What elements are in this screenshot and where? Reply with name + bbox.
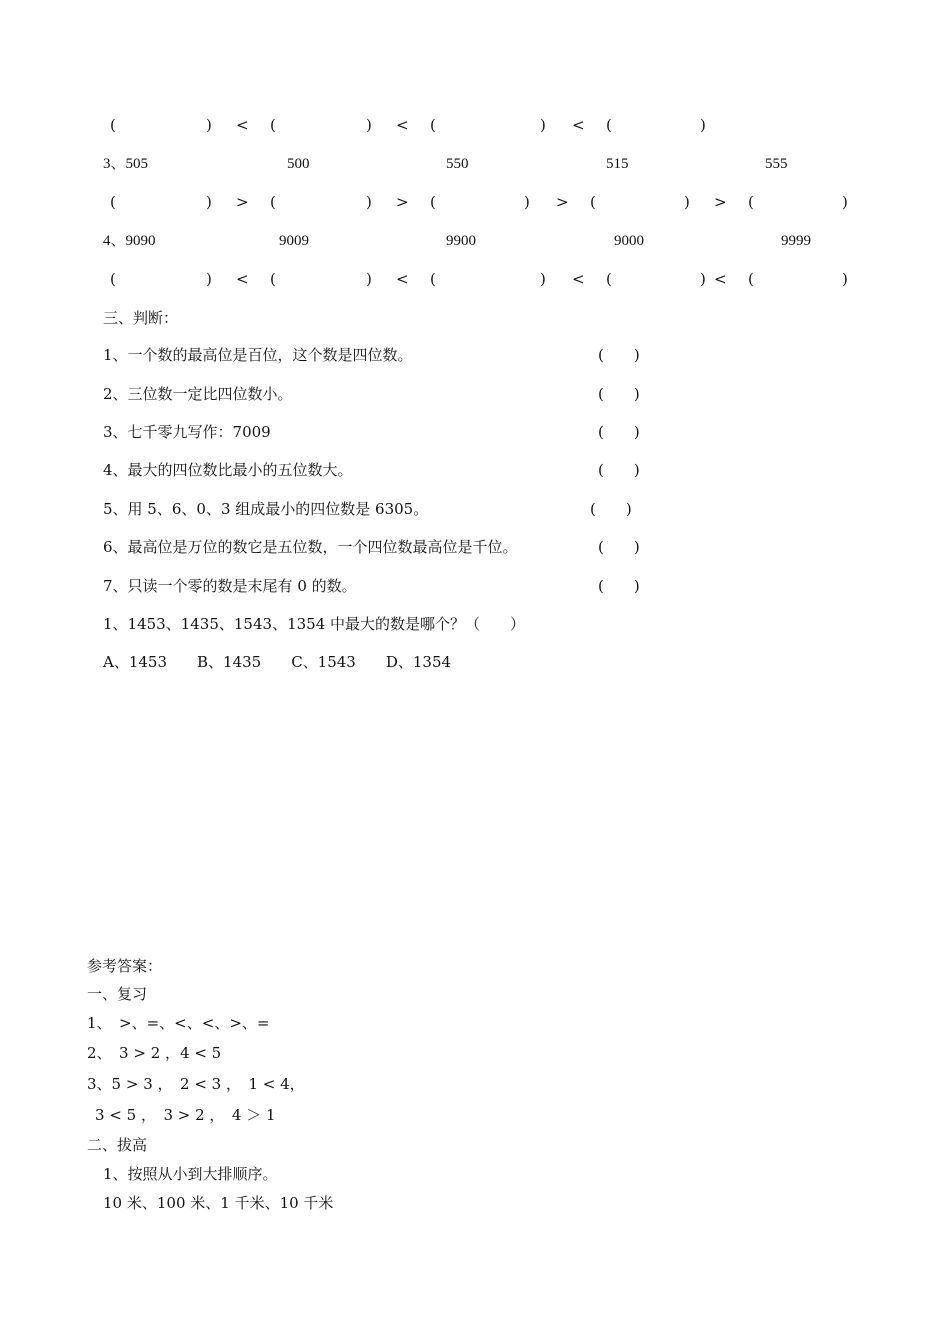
- greater-than-sign: >: [556, 193, 569, 211]
- paren-close: ): [540, 116, 546, 134]
- number: 9000: [614, 233, 644, 249]
- paren-open: (: [430, 116, 436, 134]
- answer-line: 3、5 > 3 ， 2 < 3 ， 1 < 4，: [87, 1075, 305, 1093]
- answer-blank[interactable]: ( ): [598, 423, 640, 441]
- answer-line: 10 米、100 米、1 千米、10 千米: [103, 1194, 334, 1212]
- paren-open: (: [748, 193, 754, 211]
- paren-open: (: [110, 116, 116, 134]
- question-label: 4、9090: [103, 233, 156, 249]
- paren-open: (: [430, 270, 436, 288]
- less-than-sign: <: [396, 116, 409, 134]
- judgment-item: 7、只读一个零的数是末尾有 0 的数。: [103, 577, 357, 595]
- greater-than-sign: >: [396, 193, 409, 211]
- answers-section-heading: 一、复习: [87, 985, 148, 1003]
- judgment-item: 2、三位数一定比四位数小。: [103, 385, 293, 403]
- number: 515: [606, 156, 629, 172]
- answer-line: 2、 3 > 2 ，4 < 5: [87, 1044, 222, 1062]
- number: 9999: [781, 233, 811, 249]
- paren-open: (: [110, 270, 116, 288]
- judgment-item: 6、最高位是万位的数它是五位数，一个四位数最高位是千位。: [103, 538, 518, 556]
- paren-open: (: [110, 193, 116, 211]
- paren-close: ): [206, 116, 212, 134]
- answers-section-heading: 二、拔高: [87, 1136, 148, 1154]
- answer-blank[interactable]: ( ): [598, 577, 640, 595]
- less-than-sign: <: [236, 270, 249, 288]
- answer-line: 1、 >、=、<、<、>、=: [87, 1014, 270, 1032]
- paren-open: (: [270, 193, 276, 211]
- paren-close: ): [206, 193, 212, 211]
- answer-line: 3 < 5 ， 3 > 2 ， 4 ＞ 1: [95, 1106, 276, 1124]
- paren-close: ): [524, 193, 530, 211]
- less-than-sign: <: [572, 270, 585, 288]
- greater-than-sign: >: [236, 193, 249, 211]
- number: 550: [446, 156, 469, 172]
- paren-close: ): [366, 116, 372, 134]
- paren-close: ): [206, 270, 212, 288]
- paren-close: ): [842, 270, 848, 288]
- paren-close: ): [366, 270, 372, 288]
- answer-blank[interactable]: ( ): [598, 538, 640, 556]
- less-than-sign: <: [396, 270, 409, 288]
- answer-blank[interactable]: ( ): [598, 346, 640, 364]
- number: 555: [765, 156, 788, 172]
- section-title: 三、判断：: [103, 309, 179, 327]
- answer-line: 1、按照从小到大排顺序。: [103, 1165, 278, 1183]
- judgment-item: 3、七千零九写作：7009: [103, 423, 271, 441]
- paren-close: ): [540, 270, 546, 288]
- paren-close: ): [842, 193, 848, 211]
- less-than-sign: <: [236, 116, 249, 134]
- paren-close: ): [366, 193, 372, 211]
- greater-than-sign: >: [714, 193, 727, 211]
- question-label: 3、505: [103, 156, 149, 172]
- paren-open: (: [590, 193, 596, 211]
- paren-open: (: [270, 270, 276, 288]
- paren-open: (: [606, 116, 612, 134]
- paren-open: (: [606, 270, 612, 288]
- less-than-sign: <: [714, 270, 727, 288]
- question-text: 1、1453、1435、1543、1354 中最大的数是哪个？（ ）: [103, 615, 526, 633]
- paren-close: ): [684, 193, 690, 211]
- paren-open: (: [270, 116, 276, 134]
- choice-options: A、1453 B、1435 C、1543 D、1354: [103, 653, 452, 671]
- paren-open: (: [748, 270, 754, 288]
- judgment-item: 1、一个数的最高位是百位，这个数是四位数。: [103, 346, 413, 364]
- answer-blank[interactable]: ( ): [598, 461, 640, 479]
- number: 500: [287, 156, 310, 172]
- number: 9009: [279, 233, 309, 249]
- paren-open: (: [430, 193, 436, 211]
- answer-blank[interactable]: ( ): [598, 385, 640, 403]
- judgment-item: 5、用 5、6、0、3 组成最小的四位数是 6305。: [103, 500, 429, 518]
- paren-close: ): [700, 270, 706, 288]
- answer-blank[interactable]: ( ): [590, 500, 632, 518]
- less-than-sign: <: [572, 116, 585, 134]
- paren-close: ): [700, 116, 706, 134]
- answers-title: 参考答案：: [87, 957, 163, 975]
- number: 9900: [446, 233, 476, 249]
- judgment-item: 4、最大的四位数比最小的五位数大。: [103, 461, 353, 479]
